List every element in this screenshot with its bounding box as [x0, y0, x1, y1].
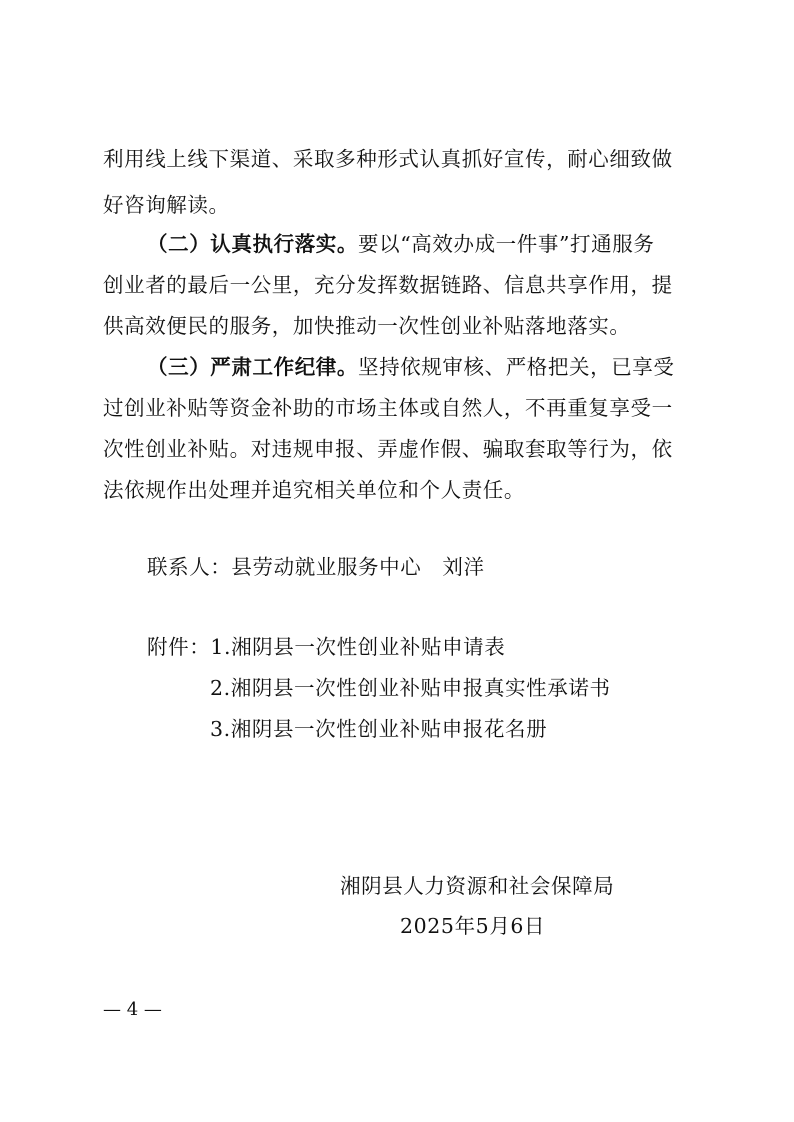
paragraph-line: 好咨询解读。	[103, 193, 230, 217]
paragraph-line: 创业者的最后一公里，充分发挥数据链路、信息共享作用，提	[103, 273, 673, 297]
paragraph-text: 要以“高效办成一件事”打通服务	[358, 232, 655, 256]
attachments-label: 附件：	[147, 635, 211, 659]
paragraph-line: 供高效便民的服务，加快推动一次性创业补贴落地落实。	[103, 314, 631, 338]
page-number: — 4 —	[103, 999, 162, 1020]
attachment-item: 1.湘阴县一次性创业补贴申请表	[210, 635, 506, 659]
paragraph-line: 过创业补贴等资金补助的市场主体或自然人，不再重复享受一	[103, 396, 673, 420]
paragraph-line: 次性创业补贴。对违规申报、弄虚作假、骗取套取等行为，依	[103, 437, 673, 461]
issue-date: 2025年5月6日	[400, 914, 546, 938]
contact-label: 联系人：	[147, 555, 232, 579]
section-heading: （三）严肃工作纪律。	[147, 355, 358, 379]
section-heading: （二）认真执行落实。	[147, 232, 358, 256]
attachment-line	[147, 630, 737, 664]
paragraph-text: 坚持依规审核、严格把关，已享受	[358, 355, 675, 379]
issuing-organization: 湘阴县人力资源和社会保障局	[340, 874, 615, 898]
paragraph-line	[147, 350, 737, 384]
paragraph-line: 法依规作出处理并追究相关单位和个人责任。	[103, 478, 525, 502]
paragraph-line: 利用线上线下渠道、采取多种形式认真抓好宣传，耐心细致做	[103, 147, 673, 171]
contact-value: 县劳动就业服务中心 刘洋	[231, 555, 485, 579]
attachment-item: 3.湘阴县一次性创业补贴申报花名册	[210, 717, 548, 741]
paragraph-line	[147, 227, 737, 261]
contact-line	[147, 550, 737, 584]
attachment-item: 2.湘阴县一次性创业补贴申报真实性承诺书	[210, 676, 611, 700]
